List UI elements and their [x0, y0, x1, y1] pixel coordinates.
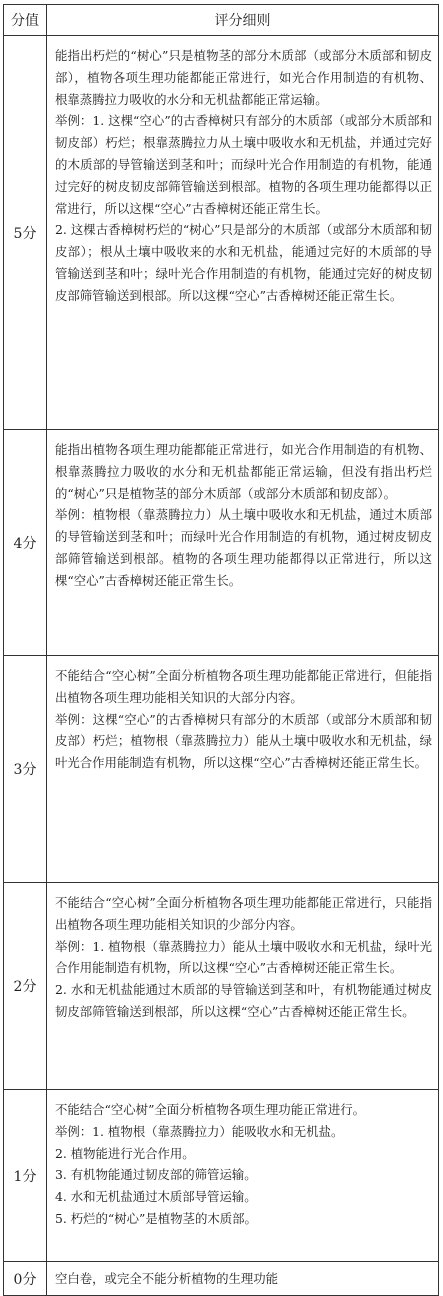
table-row [4, 1262, 439, 1296]
score-cell: 1分 [4, 1090, 47, 1262]
criteria-paragraph: 3. 有机物能通过韧皮部的筛管运输。 [55, 1167, 257, 1183]
header-row [4, 5, 439, 36]
criteria-cell [47, 1262, 439, 1296]
score-cell: 4分 [4, 430, 47, 656]
criteria-paragraph: 能指出植物各项生理功能都能正常进行，如光合作用制造的有机物、根靠蒸腾拉力吸收的水分和无机盐都能正常运输，但没有指出朽烂的“树心”只是植物茎的部分木质部（或部分木质部和韧皮部）。 [55, 442, 432, 501]
scoring-rubric [3, 4, 438, 1296]
criteria-cell [47, 430, 439, 656]
table-row [4, 656, 439, 883]
criteria-paragraph: 不能结合“空心树”全面分析植物各项生理功能正常进行。 [55, 1102, 366, 1117]
table-row [4, 430, 439, 656]
criteria-paragraph: 2. 水和无机盐能通过木质部的导管输送到茎和叶，有机物能通过树皮韧皮部筛管输送到根部，所以这棵“空心”古香樟树还能正常生长。 [55, 982, 432, 1019]
table-row [4, 36, 439, 430]
criteria-paragraph: 举例：1. 植物根（靠蒸腾拉力）能吸收水和无机盐。 [55, 1123, 344, 1139]
criteria-cell [47, 36, 439, 430]
criteria-paragraph: 2. 植物能进行光合作用。 [55, 1145, 195, 1161]
criteria-paragraph: 不能结合“空心树”全面分析植物各项生理功能都能正常进行，但能指出植物各项生理功能相关知识的大部分内容。 [55, 668, 432, 705]
score-cell: 3分 [4, 656, 47, 883]
criteria-paragraph: 举例：1. 这棵“空心”的古香樟树只有部分的木质部（或部分木质部和韧皮部）朽烂；根靠蒸腾拉力从土壤中吸收水和无机盐，并通过完好的木质部的导管输送到茎和叶；而绿叶光合作用制造的有机物，能通过完好的树皮韧皮部筛管输送到根部。植物的各项生理功能都得以正常进行，所以这棵“空心”古香樟树还能正常生长。 [55, 113, 432, 216]
score-cell: 0分 [4, 1262, 47, 1296]
criteria-paragraph: 举例：这棵“空心”的古香樟树只有部分的木质部（或部分木质部和韧皮部）朽烂；植物根（靠蒸腾拉力）能从土壤中吸收水和无机盐，绿叶光合作用能制造有机物，所以这棵“空心”古香樟树还能正常生长。 [55, 711, 432, 771]
criteria-paragraph: 4. 水和无机盐通过木质部导管运输。 [55, 1189, 257, 1205]
criteria-paragraph: 空白卷，或完全不能分析植物的生理功能 [55, 1270, 279, 1286]
criteria-paragraph: 举例：1. 植物根（靠蒸腾拉力）能从土壤中吸收水和无机盐，绿叶光合作用能制造有机物，所以这棵“空心”古香樟树还能正常生长。 [55, 938, 432, 976]
criteria-paragraph: 能指出朽烂的“树心”只是植物茎的部分木质部（或部分木质部和韧皮部），植物各项生理功能都能正常进行，如光合作用制造的有机物、根靠蒸腾拉力吸收的水分和无机盐都能正常运输。 [55, 48, 432, 107]
criteria-cell [47, 1090, 439, 1262]
criteria-paragraph: 不能结合“空心树”全面分析植物各项生理功能都能正常进行，只能指出植物各项生理功能相关知识的少部分内容。 [55, 895, 432, 932]
criteria-paragraph: 2. 这棵古香樟树朽烂的“树心”只是部分的木质部（或部分木质部和韧皮部）；根从土壤中吸收来的水和无机盐，能通过完好的木质部的导管输送到茎和叶；绿叶光合作用制造的有机物，能通过完好的树皮韧皮部筛管输送到根部。所以这棵“空心”古香樟树还能正常生长。 [55, 222, 432, 303]
header-score: 分值 [4, 5, 47, 36]
score-cell: 2分 [4, 883, 47, 1090]
table-row [4, 1090, 439, 1262]
criteria-paragraph: 5. 朽烂的“树心”是植物茎的木质部。 [55, 1210, 257, 1226]
table-row [4, 883, 439, 1090]
criteria-cell [47, 883, 439, 1090]
rubric-table [3, 4, 439, 1296]
criteria-cell [47, 656, 439, 883]
header-criteria: 评分细则 [47, 5, 439, 36]
criteria-paragraph: 举例：植物根（靠蒸腾拉力）从土壤中吸收水和无机盐，通过木质部的导管输送到茎和叶；而绿叶光合作用制造的有机物，通过树皮韧皮部筛管输送到根部。植物的各项生理功能都得以正常进行，所以这棵“空心”古香樟树还能正常生长。 [55, 507, 432, 588]
score-cell: 5分 [4, 36, 47, 430]
